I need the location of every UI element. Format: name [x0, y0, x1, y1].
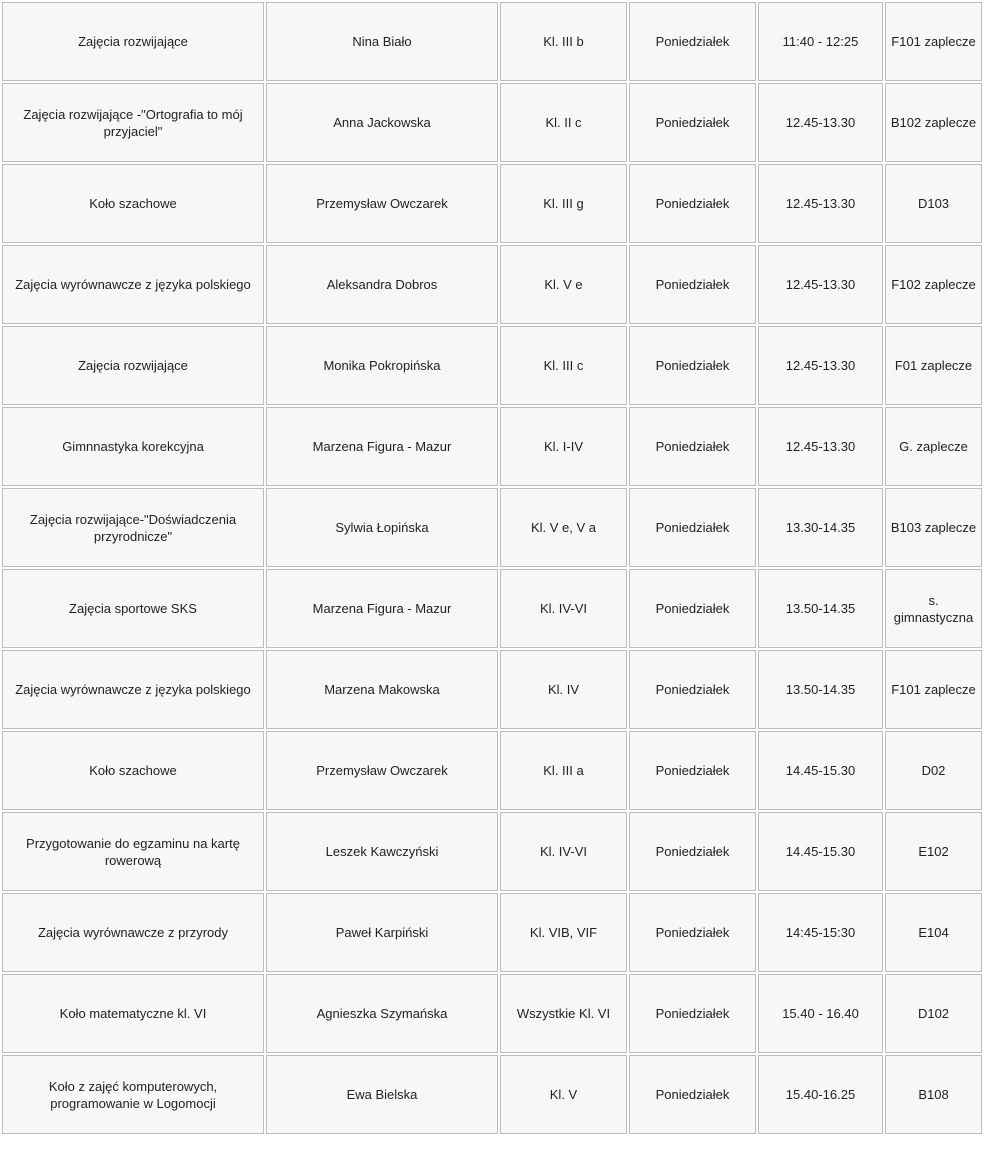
activity-cell: Zajęcia sportowe SKS: [2, 569, 264, 648]
table-row: [2, 326, 982, 405]
day-cell: Poniedziałek: [629, 407, 756, 486]
class-cell: Kl. V e, V a: [500, 488, 627, 567]
teacher-cell: Marzena Figura - Mazur: [266, 407, 498, 486]
day-cell: Poniedziałek: [629, 893, 756, 972]
class-cell: Kl. V: [500, 1055, 627, 1134]
class-cell: Kl. IV: [500, 650, 627, 729]
day-cell: Poniedziałek: [629, 164, 756, 243]
table-row: [2, 2, 982, 81]
room-cell: F101 zaplecze: [885, 650, 982, 729]
time-cell: 12.45-13.30: [758, 326, 883, 405]
class-cell: Kl. II c: [500, 83, 627, 162]
time-cell: 14.45-15.30: [758, 731, 883, 810]
room-cell: F102 zaplecze: [885, 245, 982, 324]
time-cell: 13.30-14.35: [758, 488, 883, 567]
room-cell: G. zaplecze: [885, 407, 982, 486]
class-cell: Kl. IV-VI: [500, 812, 627, 891]
time-cell: 14.45-15.30: [758, 812, 883, 891]
class-cell: Kl. IV-VI: [500, 569, 627, 648]
class-cell: Kl. I-IV: [500, 407, 627, 486]
activity-cell: Zajęcia rozwijające -"Ortografia to mój przyjaciel": [2, 83, 264, 162]
activity-cell: Zajęcia rozwijające: [2, 2, 264, 81]
time-cell: 15.40-16.25: [758, 1055, 883, 1134]
time-cell: 14:45-15:30: [758, 893, 883, 972]
time-cell: 13.50-14.35: [758, 569, 883, 648]
room-cell: s. gimnastyczna: [885, 569, 982, 648]
table-row: [2, 974, 982, 1053]
day-cell: Poniedziałek: [629, 2, 756, 81]
class-cell: Kl. III a: [500, 731, 627, 810]
day-cell: Poniedziałek: [629, 326, 756, 405]
activity-cell: Zajęcia wyrównawcze z przyrody: [2, 893, 264, 972]
time-cell: 12.45-13.30: [758, 164, 883, 243]
teacher-cell: Leszek Kawczyński: [266, 812, 498, 891]
table-row: [2, 245, 982, 324]
table-row: [2, 488, 982, 567]
teacher-cell: Nina Biało: [266, 2, 498, 81]
room-cell: B108: [885, 1055, 982, 1134]
day-cell: Poniedziałek: [629, 245, 756, 324]
day-cell: Poniedziałek: [629, 1055, 756, 1134]
teacher-cell: Przemysław Owczarek: [266, 164, 498, 243]
room-cell: F101 zaplecze: [885, 2, 982, 81]
activity-cell: Przygotowanie do egzaminu na kartę rowerową: [2, 812, 264, 891]
day-cell: Poniedziałek: [629, 488, 756, 567]
room-cell: E102: [885, 812, 982, 891]
activity-cell: Koło matematyczne kl. VI: [2, 974, 264, 1053]
day-cell: Poniedziałek: [629, 569, 756, 648]
table-row: [2, 650, 982, 729]
table-row: [2, 407, 982, 486]
table-row: [2, 83, 982, 162]
time-cell: 12.45-13.30: [758, 407, 883, 486]
time-cell: 11:40 - 12:25: [758, 2, 883, 81]
table-row: [2, 731, 982, 810]
day-cell: Poniedziałek: [629, 83, 756, 162]
day-cell: Poniedziałek: [629, 650, 756, 729]
teacher-cell: Monika Pokropińska: [266, 326, 498, 405]
room-cell: D103: [885, 164, 982, 243]
room-cell: D02: [885, 731, 982, 810]
teacher-cell: Aleksandra Dobros: [266, 245, 498, 324]
day-cell: Poniedziałek: [629, 974, 756, 1053]
table-row: [2, 164, 982, 243]
teacher-cell: Agnieszka Szymańska: [266, 974, 498, 1053]
class-cell: Wszystkie Kl. VI: [500, 974, 627, 1053]
room-cell: B103 zaplecze: [885, 488, 982, 567]
room-cell: B102 zaplecze: [885, 83, 982, 162]
table-row: [2, 893, 982, 972]
class-cell: Kl. III b: [500, 2, 627, 81]
class-cell: Kl. III c: [500, 326, 627, 405]
teacher-cell: Sylwia Łopińska: [266, 488, 498, 567]
room-cell: D102: [885, 974, 982, 1053]
activity-cell: Gimnnastyka korekcyjna: [2, 407, 264, 486]
activity-cell: Zajęcia rozwijające-"Doświadczenia przyrodnicze": [2, 488, 264, 567]
activity-cell: Koło szachowe: [2, 731, 264, 810]
activity-cell: Zajęcia wyrównawcze z języka polskiego: [2, 245, 264, 324]
table-row: [2, 812, 982, 891]
activity-cell: Zajęcia wyrównawcze z języka polskiego: [2, 650, 264, 729]
room-cell: E104: [885, 893, 982, 972]
activity-cell: Koło z zajęć komputerowych, programowanie w Logomocji: [2, 1055, 264, 1134]
table-row: [2, 1055, 982, 1134]
day-cell: Poniedziałek: [629, 731, 756, 810]
time-cell: 12.45-13.30: [758, 245, 883, 324]
class-cell: Kl. VIB, VIF: [500, 893, 627, 972]
table-row: [2, 569, 982, 648]
teacher-cell: Anna Jackowska: [266, 83, 498, 162]
class-cell: Kl. III g: [500, 164, 627, 243]
teacher-cell: Przemysław Owczarek: [266, 731, 498, 810]
time-cell: 13.50-14.35: [758, 650, 883, 729]
time-cell: 15.40 - 16.40: [758, 974, 883, 1053]
teacher-cell: Paweł Karpiński: [266, 893, 498, 972]
teacher-cell: Marzena Makowska: [266, 650, 498, 729]
activity-cell: Zajęcia rozwijające: [2, 326, 264, 405]
schedule-body: [2, 2, 982, 1134]
room-cell: F01 zaplecze: [885, 326, 982, 405]
activity-cell: Koło szachowe: [2, 164, 264, 243]
teacher-cell: Marzena Figura - Mazur: [266, 569, 498, 648]
teacher-cell: Ewa Bielska: [266, 1055, 498, 1134]
day-cell: Poniedziałek: [629, 812, 756, 891]
class-cell: Kl. V e: [500, 245, 627, 324]
time-cell: 12.45-13.30: [758, 83, 883, 162]
